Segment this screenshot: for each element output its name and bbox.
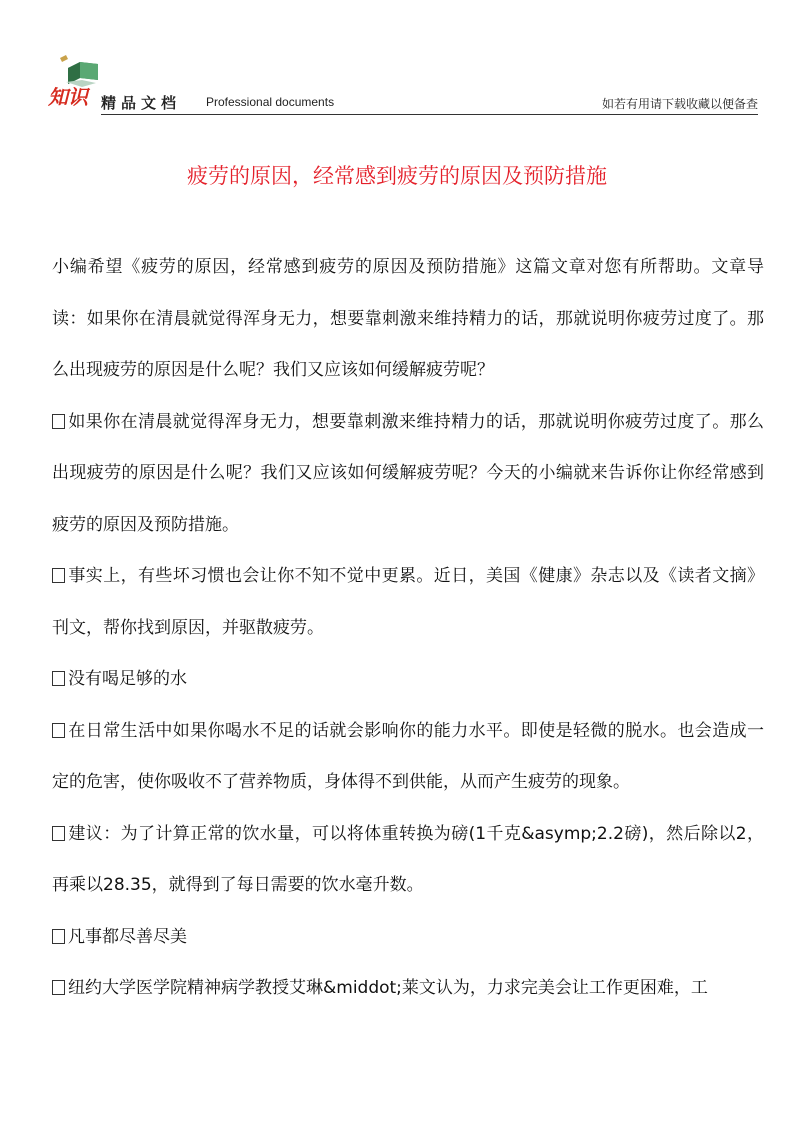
download-note: 如若有用请下载收藏以便备查 (601, 97, 758, 111)
square-bullet-icon (52, 568, 65, 583)
paragraph: 在日常生活中如果你喝水不足的话就会影响你的能力水平。即使是轻微的脱水。也会造成一定的危害，使你吸收不了营养物质，身体得不到供能，从而产生疲劳的现象。 (52, 720, 764, 792)
brand-subtitle: Professional documents (206, 95, 335, 109)
page-header (46, 52, 758, 112)
square-bullet-icon (52, 929, 65, 944)
document-body (52, 242, 764, 1015)
paragraph: 事实上，有些坏习惯也会让你不知不觉中更累。近日，美国《健康》杂志以及《读者文摘》刊文，帮你找到原因，并驱散疲劳。 (52, 566, 764, 638)
square-bullet-icon (52, 980, 65, 995)
paragraph: 小编希望《疲劳的原因，经常感到疲劳的原因及预防措施》这篇文章对您有所帮助。文章导读：如果你在清晨就觉得浑身无力，想要靠刺激来维持精力的话，那就说明你疲劳过度了。那么出现疲劳的原因是什么呢？我们又应该如何缓解疲劳呢？ (52, 257, 764, 380)
square-bullet-icon (52, 826, 65, 841)
book-logo-icon (46, 52, 106, 110)
paragraph: 没有喝足够的水 (52, 654, 764, 706)
paragraph: 如果你在清晨就觉得浑身无力，想要靠刺激来维持精力的话，那就说明你疲劳过度了。那么出现疲劳的原因是什么呢？我们又应该如何缓解疲劳呢？今天的小编就来告诉你让你经常感到疲劳的原因及预防措施。 (52, 411, 764, 535)
square-bullet-icon (52, 671, 65, 686)
document-title: 疲劳的原因，经常感到疲劳的原因及预防措施 (187, 164, 607, 188)
paragraph: 纽约大学医学院精神病学教授艾琳&middot;莱文认为，力求完美会让工作更困难，工 (52, 963, 764, 1015)
svg-text:知识: 知识 (48, 85, 88, 109)
brand-title: 精品文档 (101, 94, 182, 112)
square-bullet-icon (52, 414, 65, 429)
paragraph: 建议：为了计算正常的饮水量，可以将体重转换为磅(1千克&asymp;2.2磅)，然后除以2，再乘以28.35，就得到了每日需要的饮水毫升数。 (52, 823, 764, 895)
square-bullet-icon (52, 723, 65, 738)
paragraph: 凡事都尽善尽美 (52, 912, 764, 964)
header-rule (101, 114, 758, 115)
